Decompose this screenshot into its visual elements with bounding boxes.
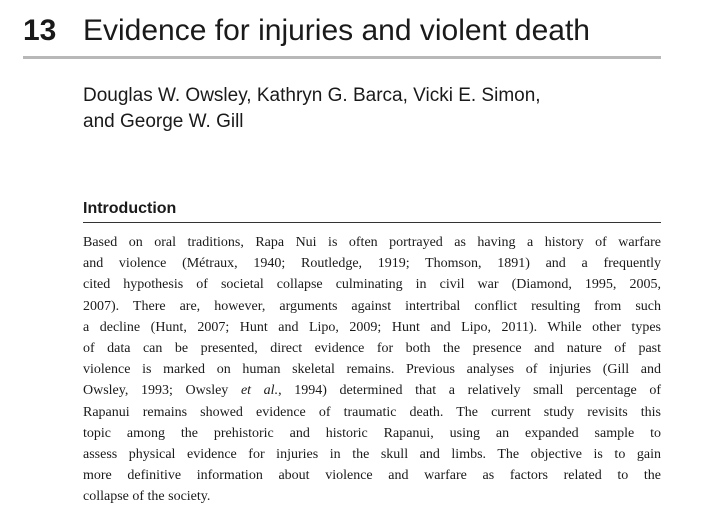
paragraph-line: and violence (Métraux, 1940; Routledge, 1919; Thomson, 1891) and a frequently xyxy=(83,256,661,272)
section-heading: Introduction xyxy=(83,200,177,217)
paragraph-line: cited hypothesis of societal collapse culminating in civil war (Diamond, 1995, 2005, xyxy=(83,277,661,293)
chapter-header xyxy=(23,8,661,54)
chapter-title: Evidence for injuries and violent death xyxy=(83,14,590,47)
header-divider xyxy=(23,56,661,59)
paragraph-line: Owsley, 1993; Owsley et al., 1994) determined that a relatively small percentage of xyxy=(83,383,661,399)
paragraph-line: more definitive information about violence and warfare as factors related to the xyxy=(83,468,661,484)
section-divider xyxy=(83,222,661,223)
paragraph-line: collapse of the society. xyxy=(83,489,211,505)
chapter-number: 13 xyxy=(23,14,57,47)
paragraph-line: Based on oral traditions, Rapa Nui is often portrayed as having a history of warfare xyxy=(83,235,661,250)
et-al-italic: et al. xyxy=(240,383,279,399)
author-list xyxy=(83,83,643,135)
paragraph-line: violence is marked on human skeletal remains. Previous analyses of injuries (Gill and xyxy=(83,362,661,378)
paragraph-line: Rapanui remains showed evidence of traumatic death. The current study revisits this xyxy=(83,404,661,420)
paragraph-line: topic among the prehistoric and historic Rapanui, using an expanded sample to xyxy=(83,425,661,441)
introduction-paragraph xyxy=(83,232,661,508)
paragraph-line: of data can be presented, direct evidence for both the presence and nature of past xyxy=(83,341,661,357)
author-line: and George W. Gill xyxy=(83,111,244,132)
paragraph-line: 2007). There are, however, arguments against intertribal conflict resulting from such xyxy=(83,298,661,314)
paragraph-line: a decline (Hunt, 2007; Hunt and Lipo, 2009; Hunt and Lipo, 2011). While other types xyxy=(83,319,661,335)
author-line: Douglas W. Owsley, Kathryn G. Barca, Vicki E. Simon, xyxy=(83,85,541,106)
paragraph-line: assess physical evidence for injuries in the skull and limbs. The objective is to gain xyxy=(83,447,661,463)
